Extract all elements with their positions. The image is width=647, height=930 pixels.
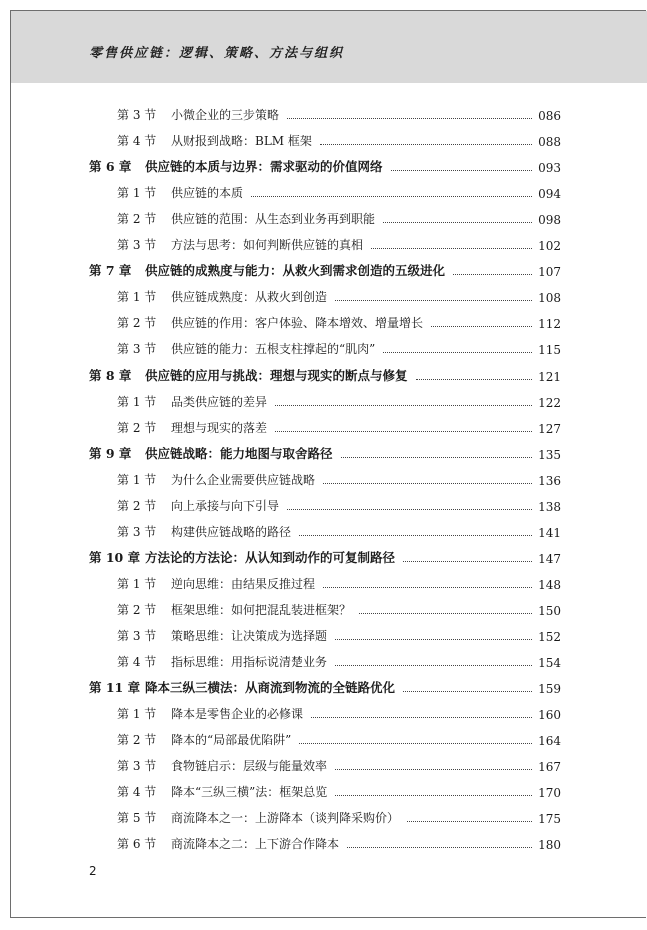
toc-entry-page: 150 — [538, 603, 561, 618]
toc-entry-page: 147 — [538, 551, 561, 566]
toc-section-entry[interactable] — [89, 123, 561, 149]
toc-entry-page: 180 — [538, 838, 561, 853]
toc-entry-number: 第 1 节 — [117, 707, 157, 722]
toc-entry-title: 降本三纵三横法：从商流到物流的全链路优化 — [145, 680, 396, 696]
toc-entry-page: 115 — [538, 343, 561, 358]
dot-leader — [335, 769, 532, 770]
toc-entry-title: 供应链战略：能力地图与取舍路径 — [145, 445, 333, 461]
toc-chapter-entry[interactable] — [89, 253, 561, 279]
toc-entry-page: 094 — [538, 187, 561, 202]
toc-section-entry[interactable] — [89, 384, 561, 410]
toc-entry-title: 降本是零售企业的必修课 — [171, 707, 304, 722]
dot-leader — [383, 352, 532, 353]
toc-entry-page: 138 — [538, 499, 561, 514]
toc-entry-number: 第 7 章 — [89, 263, 132, 279]
toc-entry-number: 第 5 节 — [117, 811, 157, 826]
dot-leader — [311, 717, 532, 718]
toc-section-entry[interactable] — [89, 462, 561, 488]
toc-entry-title: 策略思维：让决策成为选择题 — [171, 628, 328, 643]
toc-section-entry[interactable] — [89, 800, 561, 826]
toc-section-entry[interactable] — [89, 514, 561, 540]
toc-entry-page: 160 — [538, 708, 561, 723]
toc-entry-number: 第 3 节 — [117, 628, 157, 643]
toc-entry-title: 从财报到战略：BLM 框架 — [171, 134, 312, 149]
dot-leader — [391, 170, 533, 171]
toc-entry-number: 第 1 节 — [117, 290, 157, 305]
toc-entry-number: 第 11 章 — [89, 680, 141, 696]
toc-entry-number: 第 6 章 — [89, 159, 132, 175]
toc-section-entry[interactable] — [89, 97, 561, 123]
toc-entry-number: 第 2 节 — [117, 498, 157, 513]
dot-leader — [335, 639, 532, 640]
toc-entry-title: 逆向思维：由结果反推过程 — [171, 576, 316, 591]
dot-leader — [453, 274, 532, 275]
toc-entry-page: 152 — [538, 629, 561, 644]
toc-entry-title: 方法与思考：如何判断供应链的真相 — [171, 238, 364, 253]
toc-entry-number: 第 10 章 — [89, 549, 141, 565]
page-number: 2 — [89, 864, 97, 878]
toc-entry-page: 136 — [538, 473, 561, 488]
dot-leader — [320, 144, 532, 145]
dot-leader — [403, 561, 532, 562]
dot-leader — [299, 743, 532, 744]
toc-entry-page: 164 — [538, 734, 561, 749]
toc-entry-page: 127 — [538, 421, 561, 436]
toc-entry-title: 框架思维：如何把混乱装进框架？ — [171, 602, 352, 617]
toc-entry-page: 086 — [538, 109, 561, 124]
toc-section-entry[interactable] — [89, 488, 561, 514]
toc-section-entry[interactable] — [89, 748, 561, 774]
toc-entry-title: 商流降本之一：上游降本（谈判降采购价） — [171, 811, 400, 826]
toc-entry-title: 指标思维：用指标说清楚业务 — [171, 655, 328, 670]
dot-leader — [287, 118, 532, 119]
toc-entry-title: 供应链的范围：从生态到业务再到职能 — [171, 212, 376, 227]
toc-entry-title: 食物链启示：层级与能量效率 — [171, 759, 328, 774]
toc-entry-title: 构建供应链战略的路径 — [171, 524, 292, 539]
toc-entry-title: 降本“三纵三横”法：框架总览 — [171, 785, 328, 800]
toc-chapter-entry[interactable] — [89, 436, 561, 462]
toc-entry-page: 170 — [538, 786, 561, 801]
toc-entry-title: 小微企业的三步策略 — [171, 108, 280, 123]
toc-entry-title: 向上承接与向下引导 — [171, 498, 280, 513]
toc-entry-number: 第 3 节 — [117, 759, 157, 774]
dot-leader — [335, 300, 532, 301]
dot-leader — [407, 821, 532, 822]
toc-entry-page: 107 — [538, 265, 561, 280]
toc-entry-number: 第 4 节 — [117, 785, 157, 800]
toc-entry-number: 第 1 节 — [117, 394, 157, 409]
dot-leader — [275, 431, 532, 432]
toc-entry-number: 第 3 节 — [117, 524, 157, 539]
toc-section-entry[interactable] — [89, 826, 561, 852]
toc-entry-page: 112 — [538, 317, 561, 332]
dot-leader — [431, 326, 532, 327]
toc-entry-title: 供应链的成熟度与能力：从救火到需求创造的五级进化 — [145, 263, 446, 279]
toc-entry-title: 供应链的本质与边界：需求驱动的价值网络 — [145, 159, 383, 175]
dot-leader — [371, 248, 532, 249]
toc-entry-number: 第 2 节 — [117, 733, 157, 748]
toc-entry-page: 108 — [538, 291, 561, 306]
toc-entry-page: 102 — [538, 239, 561, 254]
toc-entry-number: 第 2 节 — [117, 316, 157, 331]
dot-leader — [335, 665, 532, 666]
dot-leader — [416, 379, 533, 380]
toc-section-entry[interactable] — [89, 592, 561, 618]
toc-entry-page: 121 — [538, 369, 561, 384]
toc-entry-number: 第 1 节 — [117, 576, 157, 591]
toc-section-entry[interactable] — [89, 722, 561, 748]
toc-entry-number: 第 2 节 — [117, 420, 157, 435]
dot-leader — [299, 535, 532, 536]
toc-entry-title: 供应链的作用：客户体验、降本增效、增量增长 — [171, 316, 424, 331]
toc-section-entry[interactable] — [89, 175, 561, 201]
running-header-title: 零售供应链：逻辑、策略、方法与组织 — [89, 46, 345, 61]
toc-section-entry[interactable] — [89, 331, 561, 357]
toc-entry-number: 第 4 节 — [117, 655, 157, 670]
toc-chapter-entry[interactable] — [89, 540, 561, 566]
dot-leader — [403, 691, 532, 692]
toc-entry-number: 第 4 节 — [117, 134, 157, 149]
toc-section-entry[interactable] — [89, 566, 561, 592]
toc-entry-page: 159 — [538, 682, 561, 697]
toc-entry-page: 154 — [538, 656, 561, 671]
toc-entry-number: 第 6 节 — [117, 837, 157, 852]
toc-section-entry[interactable] — [89, 774, 561, 800]
toc-entry-page: 175 — [538, 812, 561, 827]
toc-entry-number: 第 1 节 — [117, 186, 157, 201]
toc-entry-page: 098 — [538, 213, 561, 228]
toc-section-entry[interactable] — [89, 201, 561, 227]
toc-entry-number: 第 3 节 — [117, 108, 157, 123]
toc-entry-title: 为什么企业需要供应链战略 — [171, 472, 316, 487]
toc-entry-title: 供应链成熟度：从救火到创造 — [171, 290, 328, 305]
toc-entry-number: 第 9 章 — [89, 445, 132, 461]
dot-leader — [287, 509, 532, 510]
toc-section-entry[interactable] — [89, 618, 561, 644]
toc-section-entry[interactable] — [89, 410, 561, 436]
toc-section-entry[interactable] — [89, 305, 561, 331]
toc-section-entry[interactable] — [89, 279, 561, 305]
toc-entry-page: 148 — [538, 577, 561, 592]
toc-entry-number: 第 3 节 — [117, 238, 157, 253]
toc-entry-number: 第 8 章 — [89, 367, 132, 383]
toc-entry-page: 141 — [538, 525, 561, 540]
dot-leader — [275, 405, 532, 406]
toc-entry-number: 第 2 节 — [117, 602, 157, 617]
toc-entry-page: 088 — [538, 135, 561, 150]
toc-entry-number: 第 3 节 — [117, 342, 157, 357]
toc-entry-title: 方法论的方法论：从认知到动作的可复制路径 — [145, 549, 396, 565]
toc-entry-title: 品类供应链的差异 — [171, 394, 268, 409]
toc-section-entry[interactable] — [89, 227, 561, 253]
toc-entry-number: 第 1 节 — [117, 472, 157, 487]
toc-entry-number: 第 2 节 — [117, 212, 157, 227]
dot-leader — [341, 457, 533, 458]
toc-chapter-entry[interactable] — [89, 670, 561, 696]
dot-leader — [359, 613, 532, 614]
toc-chapter-entry[interactable] — [89, 357, 561, 383]
dot-leader — [347, 847, 532, 848]
toc-entry-title: 理想与现实的落差 — [171, 420, 268, 435]
toc-section-entry[interactable] — [89, 644, 561, 670]
toc-entry-page: 093 — [538, 161, 561, 176]
toc-chapter-entry[interactable] — [89, 149, 561, 175]
toc-section-entry[interactable] — [89, 696, 561, 722]
table-of-contents — [89, 97, 561, 852]
dot-leader — [251, 196, 532, 197]
dot-leader — [323, 587, 532, 588]
toc-entry-page: 135 — [538, 447, 561, 462]
toc-entry-page: 167 — [538, 760, 561, 775]
toc-entry-title: 降本的“局部最优陷阱” — [171, 733, 292, 748]
toc-entry-title: 商流降本之二：上下游合作降本 — [171, 837, 340, 852]
toc-entry-title: 供应链的能力：五根支柱撑起的“肌肉” — [171, 342, 376, 357]
toc-entry-title: 供应链的本质 — [171, 186, 244, 201]
toc-entry-page: 122 — [538, 395, 561, 410]
dot-leader — [335, 795, 532, 796]
dot-leader — [323, 483, 532, 484]
dot-leader — [383, 222, 532, 223]
toc-entry-title: 供应链的应用与挑战：理想与现实的断点与修复 — [145, 367, 408, 383]
